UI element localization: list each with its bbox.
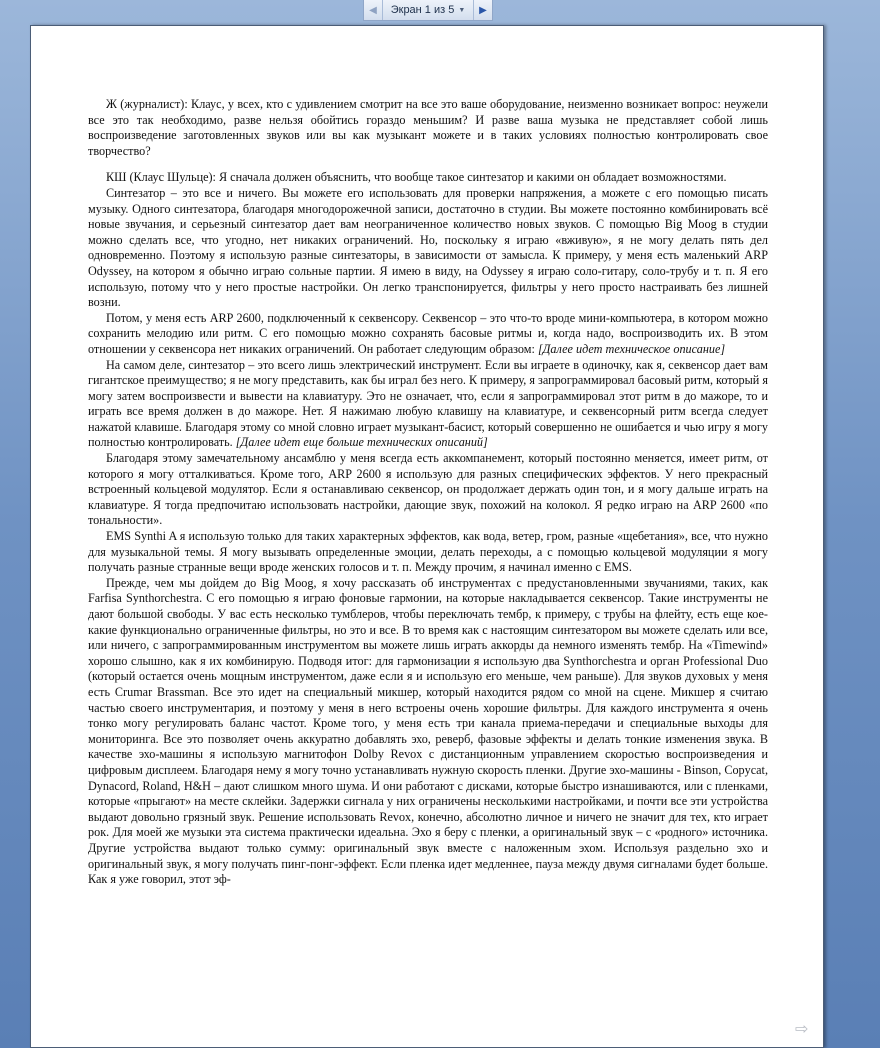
editor-note: [Далее идет еще больше технических описаний] <box>235 435 488 450</box>
screen-navigation-bar <box>363 0 493 21</box>
document-page[interactable] <box>30 25 824 1048</box>
document-text <box>88 97 768 888</box>
editor-note: [Далее идет техническое описание] <box>537 341 726 356</box>
chevron-down-icon: ▼ <box>458 6 466 14</box>
paragraph-5: На самом деле, синтезатор – это всего лишь электрический инструмент. Если вы играете в одиночку, как я, секвенсор дает вам гигантское преимущество; я не могу представить, как бы играл без него. К примеру, я запрограммировал басовый ритм, который я могу затем воспроизвести и вывести на клавиатуру. Это не означает, что, если я запрограммировал этот ритм в до мажоре, то и играть все время должен в до мажоре. Нет. Я нажимаю любую клавишу на клавиатуре, и секвенсорный ритм всегда следует нажатой клавише. Благодаря этому со мной словно играет музыкант-басист, который совершенно не ошибается и чью игру я могу полностью контролировать. [Далее идет еще больше технических описаний] <box>88 357 768 450</box>
screen-selector-dropdown[interactable] <box>383 4 473 16</box>
screen-counter-label: Экран 1 из 5 <box>390 4 455 16</box>
paragraph-8: Прежде, чем мы дойдем до Big Moog, я хочу рассказать об инструментах с предустановленными звучаниями, таких, как Farfisa Synthorchestra. С его помощью я играю фоновые гармонии, на которые накладывается секвенсор. Такие инструменты не дают большой свободы. У вас есть несколько тумблеров, чтобы переключать тембр, к примеру, с трубы на флейту, есть еще кое-какие функционально ограниченные фильтры, но это и все. В то время как с настоящим синтезатором вы можете сделать или все, или ничего, с запрограммированным инструментом вы можете лишь играть аккорды да немного изменять тембр. На «Timewind» хорошо слышно, как я их комбинирую. Подводя итог: для гармонизации я использую два Synthorchestra и орган Professional Duo (который остается очень мощным инструментом, даже если я и использую его меньше, чем раньше). Для звуков духовых у меня есть Crumar Brassman. Все это идет на специальный микшер, который находится рядом со мной на сцене. Микшер я считаю частью своего инструментария, и поэтому у меня в него встроены очень хорошие фильтры. Для каждого инструмента я очень тонко могу регулировать баланс частот. Кроме того, у меня есть три канала приема-передачи и специальные выходы для мониторинга. Все это позволяет очень аккуратно добавлять эхо, реверб, фазовые эффекты и делать тонкие изменения звука. В качестве эхо-машины я использую магнитофон Dolby Revox с дистанционным управлением скоростью воспроизведения и цифровым дисплеем. Благодаря нему я могу точно устанавливать нужную скорость пленки. Другие эхо-машины - Binson, Copycat, Dynacord, Roland, H&H – дают слишком много шума. И они работают с дисками, которые быстро изнашиваются, или с пленками, которые «прыгают» на месте склейки. Задержки сигнала у них ограничены несколькими настройками, и почти все эти устройства выдают довольно грязный звук. Решение использовать Revox, конечно, абсолютно личное и ничего не значит для тех, кто играет рок. Для моей же музыки эта система практически идеальна. Эхо я беру с пленки, а оригинальный звук – с «родного» источника. Другие устройства выдают только сумму: оригинальный звук вместе с наложенным эхом. Используя раздельно эхо и оригинальный звук, я могу получать пинг-понг-эффект. Если пленка идет медленнее, пауза между двумя сигналами будет больше. Как я уже говорил, этот эф- <box>88 575 768 887</box>
arrow-right-icon: ▶ <box>479 4 487 16</box>
paragraph-2: КШ (Клаус Шульце): Я сначала должен объяснить, что вообще такое синтезатор и какими он обладает возможностями. <box>106 170 727 185</box>
next-page-arrow-icon[interactable]: ⇨ <box>795 1019 809 1038</box>
next-screen-button[interactable] <box>473 0 492 20</box>
arrow-left-icon: ◀ <box>369 4 377 16</box>
previous-screen-button[interactable] <box>364 0 383 20</box>
paragraph-1: Ж (журналист): Клаус, у всех, кто с удивлением смотрит на все это ваше оборудование, неизменно возникает вопрос: неужели все это так необходимо, разве нельзя обойтись гораздо меньшим? И разве ваша музыка не представляет собой лишь воспроизведение заготовленных звуков или вы как музыкант можете и в таких условиях полностью контролировать свое творчество? <box>88 97 768 158</box>
paragraph-3: Синтезатор – это все и ничего. Вы можете его использовать для проверки напряжения, а можете с его помощью писать музыку. Одного синтезатора, благодаря многодорожечной записи, достаточно в студии. Вы можете постоянно комбинировать всё новые звучания, и серьезный синтезатор дает вам неограниченное количество новых звуков. С помощью Big Moog в студии можно сделать все, что угодно, нет никаких ограничений. Но, поскольку я играю «вживую», я не могу делать пять дел одновременно. Поэтому я использую разные синтезаторы, в зависимости от замысла. К примеру, у меня есть маленький ARP Odyssey, на котором я обычно играю сольные партии. Я имею в виду, на Odyssey я играю соло-гитару, соло-трубу и т. п. Я его использую, потому что у него простые настройки. Он легко транспонируется, фильтры у него просто настраивать без лишней возни. <box>88 185 768 310</box>
paragraph-6: Благодаря этому замечательному ансамблю у меня всегда есть аккомпанемент, который постоянно меняется, имеет ритм, от которого я могу отталкиваться. Кроме того, ARP 2600 я использую для разных специфических эффектов. У него прекрасный встроенный кольцевой модулятор. Если я останавливаю секвенсор, он продолжает держать один тон, и я могу дальше играть на клавиатуре. Я тогда предпочитаю использовать настройки, дающие звук, похожий на колокол. Я редко играю на ARP 2600 «по тональности». <box>88 451 768 528</box>
paragraph-4: Потом, у меня есть ARP 2600, подключенный к секвенсору. Секвенсор – это что-то вроде мини-компьютера, в котором можно сохранить мелодию или ритм. С его помощью можно сохранять басовые ритмы и, когда надо, воспроизводить их. В этом отношении у секвенсора нет никаких ограничений. Он работает следующим образом: [Далее идет техническое описание] <box>88 310 768 356</box>
paragraph-7: EMS Synthi A я использую только для таких характерных эффектов, как вода, ветер, гром, разные «щебетания», все, что нужно для музыкальной темы. Я могу вызывать определенные эмоции, делать переходы, а с помощью кольцевой модуляции я могу получать разные странные вещи вроде женских голосов и т. п. Между прочим, я начинал именно с EMS. <box>88 529 768 575</box>
